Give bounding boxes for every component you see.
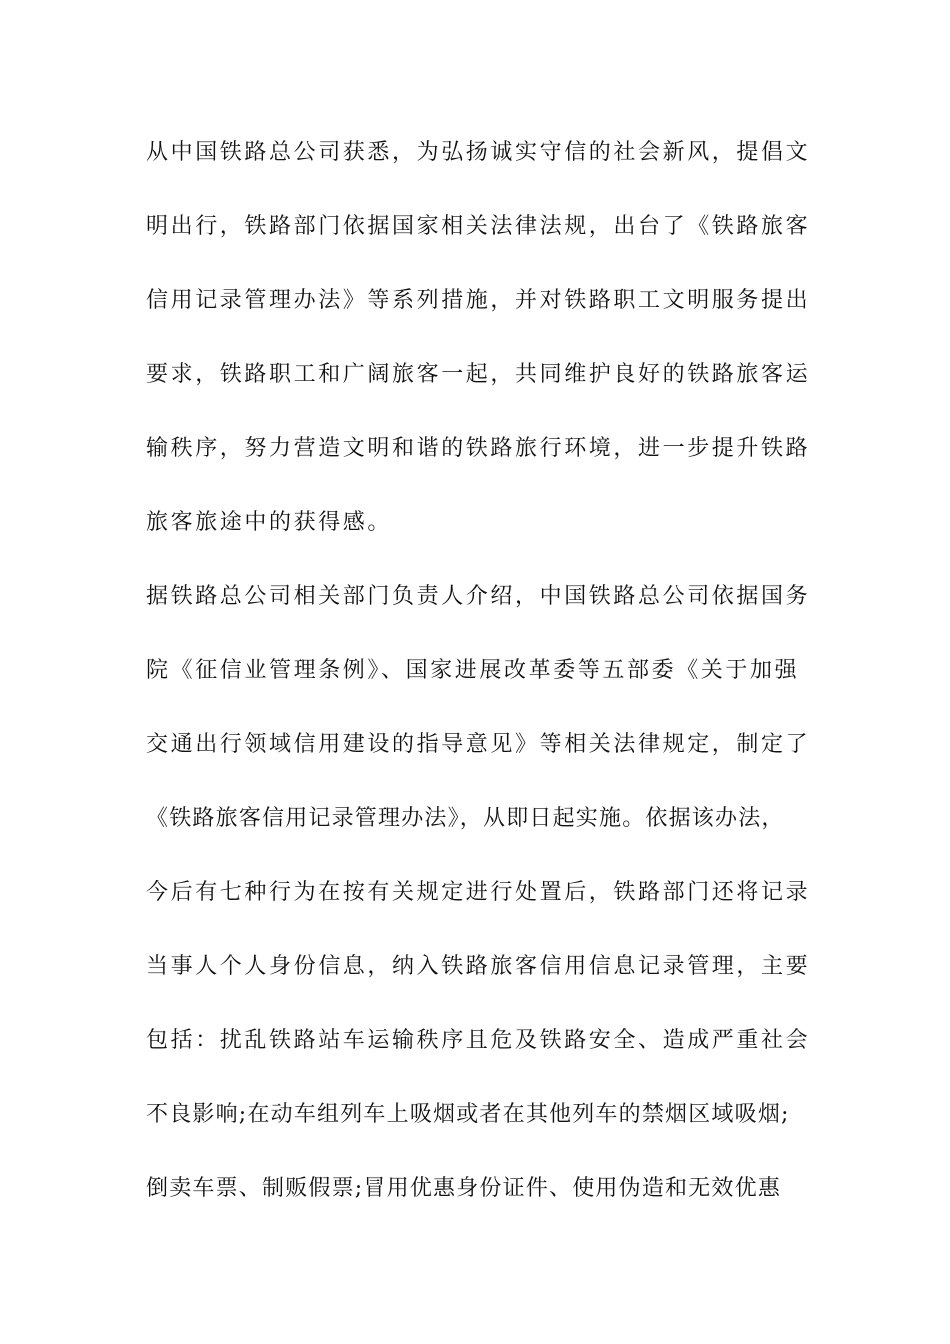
paragraph-line: 旅客旅途中的获得感。 bbox=[146, 510, 393, 535]
paragraph-2 bbox=[146, 572, 826, 1238]
paragraph-line: 倒卖车票、制贩假票;冒用优惠身份证件、使用伪造和无效优惠 bbox=[146, 1176, 782, 1201]
paragraph-line: 信用记录管理办法》等系列措施，并对铁路职工文明服务提出 bbox=[146, 288, 811, 313]
paragraph-line: 今后有七种行为在按有关规定进行处置后，铁路部门还将记录 bbox=[146, 880, 811, 905]
paragraph-line: 交通出行领域信用建设的指导意见》等相关法律规定，制定了 bbox=[146, 732, 811, 757]
paragraph-line: 明出行，铁路部门依据国家相关法律法规，出台了《铁路旅客 bbox=[146, 214, 811, 239]
paragraph-line: 输秩序，努力营造文明和谐的铁路旅行环境，进一步提升铁路 bbox=[146, 436, 811, 461]
paragraph-line: 当事人个人身份信息，纳入铁路旅客信用信息记录管理，主要 bbox=[146, 954, 811, 979]
paragraph-line: 要求，铁路职工和广阔旅客一起，共同维护良好的铁路旅客运 bbox=[146, 362, 811, 387]
paragraph-line: 院《征信业管理条例》、国家进展改革委等五部委《关于加强 bbox=[146, 658, 800, 683]
paragraph-line: 《铁路旅客信用记录管理办法》，从即日起实施。依据该办法， bbox=[146, 806, 785, 831]
paragraph-line: 不良影响;在动车组列车上吸烟或者在其他列车的禁烟区域吸烟; bbox=[146, 1102, 790, 1127]
paragraph-1 bbox=[146, 128, 826, 572]
paragraph-line: 包括：扰乱铁路站车运输秩序且危及铁路安全、造成严重社会 bbox=[146, 1028, 811, 1053]
paragraph-line: 从中国铁路总公司获悉，为弘扬诚实守信的社会新风，提倡文 bbox=[146, 140, 811, 165]
paragraph-line: 据铁路总公司相关部门负责人介绍，中国铁路总公司依据国务 bbox=[146, 584, 811, 609]
document-body bbox=[146, 128, 826, 1238]
